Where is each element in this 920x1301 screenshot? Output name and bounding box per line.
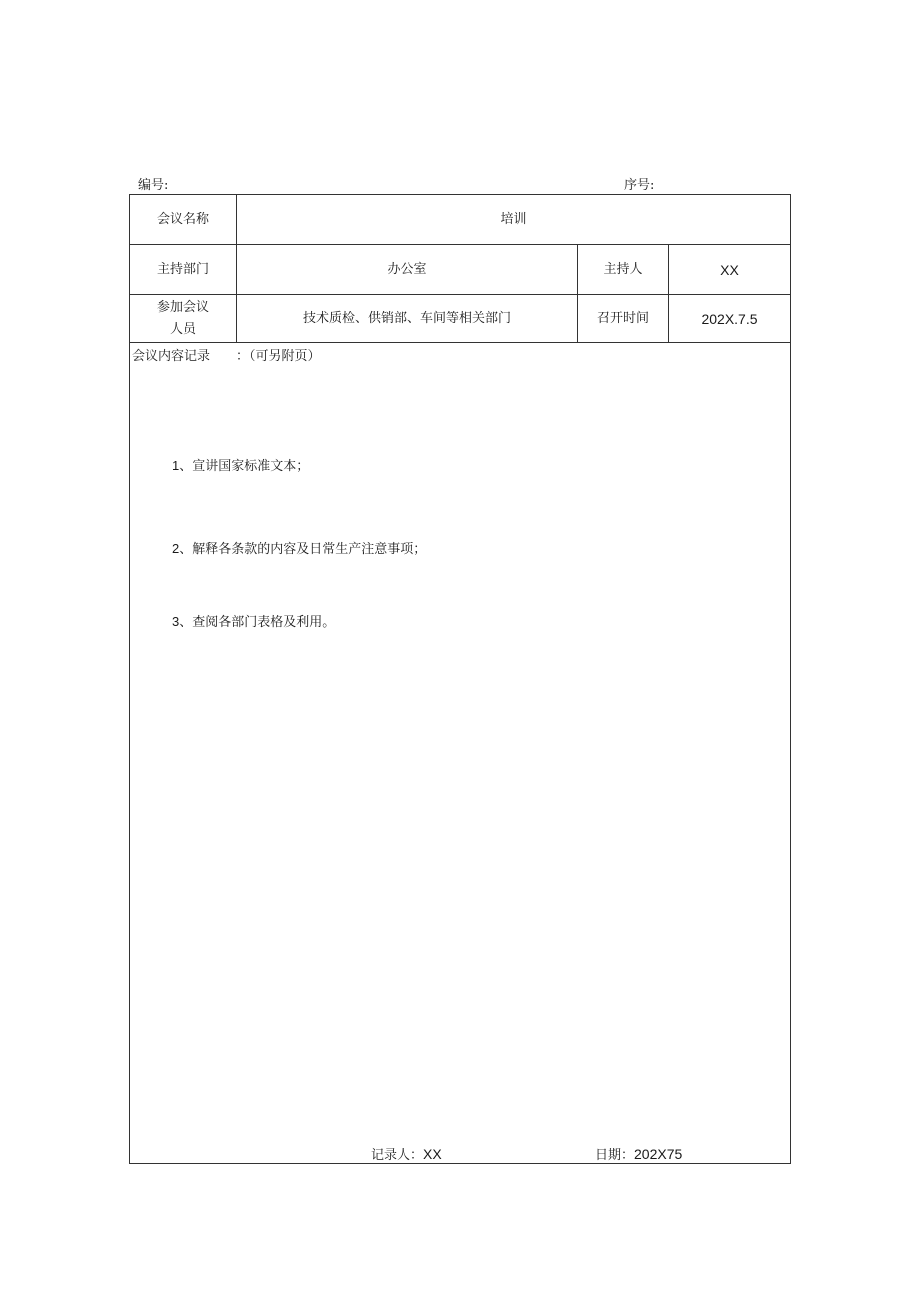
time-value: 202X.7.5 <box>701 310 758 327</box>
host-label: 主持人 <box>578 245 669 294</box>
date-value: 202X75 <box>634 1146 683 1162</box>
host-value: XX <box>720 261 739 278</box>
host-dept-label: 主持部门 <box>130 245 237 294</box>
item-number: 2 <box>172 541 180 556</box>
recorder-label: 记录人： <box>371 1148 424 1163</box>
attendees-label <box>130 295 237 342</box>
content-item <box>172 611 335 630</box>
time-label: 召开时间 <box>578 295 669 342</box>
host-row <box>130 245 790 295</box>
attendees-row <box>130 295 790 343</box>
item-number: 1 <box>172 458 180 473</box>
item-number: 3 <box>172 614 180 629</box>
host-dept-value: 办公室 <box>237 245 578 294</box>
recorder-field <box>371 1144 442 1163</box>
item-text: 、解释各条款的内容及日常生产注意事项； <box>179 542 427 557</box>
content-item <box>172 455 309 474</box>
item-text: 、查阅各部门表格及利用。 <box>179 615 336 630</box>
recorder-value: XX <box>423 1146 442 1162</box>
date-field <box>595 1144 682 1163</box>
meeting-name-value: 培训 <box>500 211 527 227</box>
date-label: 日期： <box>595 1148 635 1163</box>
attendees-label-line1: 参加会议 <box>156 299 209 315</box>
meeting-record-form <box>129 194 791 1164</box>
code-label: 编号: <box>138 178 169 193</box>
item-text: 、宣讲国家标准文本； <box>179 459 310 474</box>
meeting-name-label: 会议名称 <box>130 195 237 244</box>
content-label: 会议内容记录 ：（可另附页） <box>132 349 321 364</box>
meeting-name-row <box>130 195 790 245</box>
content-section <box>130 343 790 1163</box>
content-item <box>172 538 426 557</box>
attendees-label-line2: 人员 <box>169 321 196 337</box>
attendees-value: 技术质检、供销部、车间等相关部门 <box>237 295 578 342</box>
sequence-label: 序号: <box>624 178 655 193</box>
